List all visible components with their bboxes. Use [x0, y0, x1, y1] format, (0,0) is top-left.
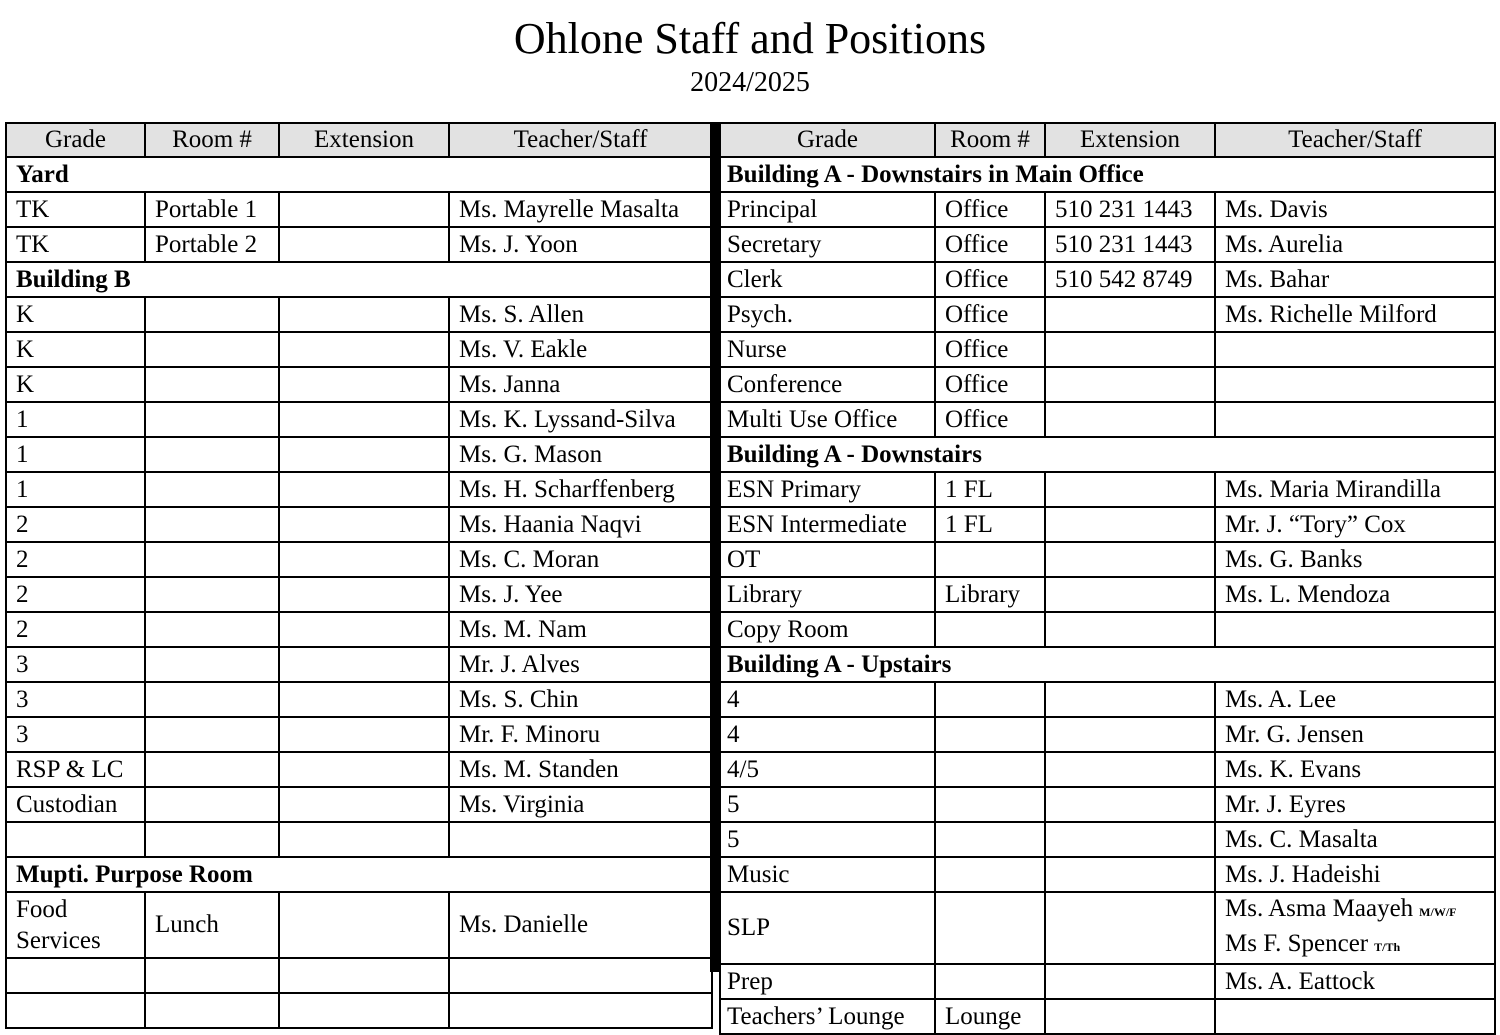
- table-row: [720, 717, 1495, 752]
- cell-grade: K: [6, 367, 145, 402]
- cell-staff: Mr. J. Eyres: [1215, 787, 1495, 822]
- cell-grade: 2: [6, 612, 145, 647]
- cell-extension: [1045, 507, 1215, 542]
- cell-grade: 3: [6, 682, 145, 717]
- cell-staff: [449, 822, 712, 857]
- table-row: [720, 472, 1495, 507]
- cell-grade: 5: [720, 822, 935, 857]
- table-row: [720, 999, 1495, 1034]
- cell-extension: 510 231 1443: [1045, 192, 1215, 227]
- cell-room: [935, 964, 1045, 999]
- slp-staff-days: M/W/F: [1419, 905, 1457, 919]
- slp-staff-line: [1225, 928, 1494, 963]
- cell-extension: [1045, 752, 1215, 787]
- cell-room: [145, 822, 279, 857]
- cell-room: [935, 822, 1045, 857]
- cell-room: [145, 612, 279, 647]
- table-row: [6, 367, 712, 402]
- cell-extension: 510 231 1443: [1045, 227, 1215, 262]
- table-row: [720, 682, 1495, 717]
- cell-staff: [1215, 612, 1495, 647]
- cell-extension: [1045, 297, 1215, 332]
- cell-extension: [279, 892, 449, 958]
- cell-room: Office: [935, 227, 1045, 262]
- cell-staff: Ms. J. Yee: [449, 577, 712, 612]
- table-row: [6, 542, 712, 577]
- table-row: [720, 402, 1495, 437]
- table-row: [6, 297, 712, 332]
- col-teacher-staff: Teacher/Staff: [1215, 123, 1495, 157]
- table-row: [720, 297, 1495, 332]
- table-row: [720, 577, 1495, 612]
- col-room: Room #: [145, 123, 279, 157]
- cell-room: Office: [935, 367, 1045, 402]
- table-row: [6, 752, 712, 787]
- cell-grade: Nurse: [720, 332, 935, 367]
- cell-grade: RSP & LC: [6, 752, 145, 787]
- cell-extension: [1045, 857, 1215, 892]
- cell-room: [935, 752, 1045, 787]
- table-row: [720, 612, 1495, 647]
- table-row: [720, 262, 1495, 297]
- cell-room: [935, 787, 1045, 822]
- section-row: [720, 157, 1495, 192]
- cell-room: [145, 367, 279, 402]
- cell-grade: 4: [720, 717, 935, 752]
- cell-grade: Music: [720, 857, 935, 892]
- cell-staff: [1215, 999, 1495, 1034]
- cell-extension: [1045, 472, 1215, 507]
- cell-room: [145, 507, 279, 542]
- cell-room: [145, 993, 279, 1028]
- cell-extension: [1045, 964, 1215, 999]
- cell-grade: 1: [6, 437, 145, 472]
- cell-staff: Ms. L. Mendoza: [1215, 577, 1495, 612]
- cell-extension: [279, 507, 449, 542]
- cell-extension: [279, 437, 449, 472]
- slp-staff-line: [1225, 893, 1494, 928]
- cell-staff: Ms. Bahar: [1215, 262, 1495, 297]
- cell-grade: [6, 958, 145, 993]
- cell-grade: K: [6, 332, 145, 367]
- table-row: [720, 367, 1495, 402]
- cell-staff: Ms. M. Nam: [449, 612, 712, 647]
- cell-room: Lounge: [935, 999, 1045, 1034]
- cell-room: [145, 958, 279, 993]
- cell-room: [145, 332, 279, 367]
- cell-extension: [279, 227, 449, 262]
- cell-staff: Mr. F. Minoru: [449, 717, 712, 752]
- cell-extension: [1045, 402, 1215, 437]
- cell-staff: Mr. J. “Tory” Cox: [1215, 507, 1495, 542]
- cell-room: [145, 542, 279, 577]
- cell-extension: [279, 542, 449, 577]
- cell-staff: [449, 958, 712, 993]
- table-row: [6, 787, 712, 822]
- cell-room: Office: [935, 332, 1045, 367]
- cell-extension: [279, 297, 449, 332]
- cell-room: Office: [935, 192, 1045, 227]
- cell-extension: [279, 367, 449, 402]
- cell-grade: [6, 822, 145, 857]
- cell-staff: Ms. K. Lyssand-Silva: [449, 402, 712, 437]
- cell-extension: [279, 192, 449, 227]
- cell-grade: 1: [6, 402, 145, 437]
- cell-room: [935, 612, 1045, 647]
- cell-extension: [1045, 577, 1215, 612]
- cell-staff: Ms. G. Mason: [449, 437, 712, 472]
- cell-staff: Ms. J. Hadeishi: [1215, 857, 1495, 892]
- cell-extension: [1045, 542, 1215, 577]
- cell-room: Lunch: [145, 892, 279, 958]
- cell-grade: Teachers’ Lounge: [720, 999, 935, 1034]
- col-grade: Grade: [6, 123, 145, 157]
- cell-grade: 4: [720, 682, 935, 717]
- cell-staff: Mr. J. Alves: [449, 647, 712, 682]
- cell-staff: Ms. C. Moran: [449, 542, 712, 577]
- table-row: [6, 402, 712, 437]
- table-row: [720, 507, 1495, 542]
- header-row: [720, 123, 1495, 157]
- col-grade: Grade: [720, 123, 935, 157]
- cell-grade: 3: [6, 647, 145, 682]
- table-row: [6, 892, 712, 958]
- table-row: [6, 958, 712, 993]
- cell-room: [935, 857, 1045, 892]
- table-row: [6, 227, 712, 262]
- table-row: [6, 822, 712, 857]
- table-row: [6, 682, 712, 717]
- table-row: [720, 227, 1495, 262]
- slp-staff-name: Ms. Asma Maayeh: [1225, 895, 1414, 922]
- cell-grade: Clerk: [720, 262, 935, 297]
- cell-room: [145, 577, 279, 612]
- cell-staff: Ms. H. Scharffenberg: [449, 472, 712, 507]
- table-row: [720, 964, 1495, 999]
- col-teacher-staff: Teacher/Staff: [449, 123, 712, 157]
- cell-staff: Ms. K. Evans: [1215, 752, 1495, 787]
- cell-extension: [1045, 682, 1215, 717]
- cell-extension: [1045, 717, 1215, 752]
- cell-staff: Ms. Maria Mirandilla: [1215, 472, 1495, 507]
- table-row: [720, 822, 1495, 857]
- cell-room: Office: [935, 297, 1045, 332]
- section-building-a-downstairs: Building A - Downstairs: [720, 437, 1495, 472]
- cell-grade: Prep: [720, 964, 935, 999]
- cell-extension: [279, 612, 449, 647]
- section-yard: Yard: [6, 157, 712, 192]
- left-staff-table: [5, 122, 713, 1029]
- cell-extension: 510 542 8749: [1045, 262, 1215, 297]
- cell-staff: Ms. C. Masalta: [1215, 822, 1495, 857]
- table-row: [6, 192, 712, 227]
- page-title: Ohlone Staff and Positions: [513, 14, 987, 63]
- cell-grade: ESN Intermediate: [720, 507, 935, 542]
- cell-room: [935, 682, 1045, 717]
- cell-extension: [1045, 612, 1215, 647]
- cell-extension: [1045, 822, 1215, 857]
- table-row: [6, 647, 712, 682]
- table-row: [720, 752, 1495, 787]
- cell-grade: 4/5: [720, 752, 935, 787]
- cell-staff: Ms. M. Standen: [449, 752, 712, 787]
- cell-staff: Ms. Aurelia: [1215, 227, 1495, 262]
- cell-grade: Principal: [720, 192, 935, 227]
- right-staff-table: [719, 122, 1496, 1035]
- cell-grade: Multi Use Office: [720, 402, 935, 437]
- cell-grade: Library: [720, 577, 935, 612]
- cell-grade: 2: [6, 507, 145, 542]
- cell-extension: [279, 682, 449, 717]
- cell-room: [145, 647, 279, 682]
- table-row: [720, 542, 1495, 577]
- cell-staff: Ms. A. Eattock: [1215, 964, 1495, 999]
- cell-extension: [279, 958, 449, 993]
- cell-extension: [279, 577, 449, 612]
- cell-staff: [1215, 402, 1495, 437]
- table-row: [720, 787, 1495, 822]
- cell-room: [935, 892, 1045, 964]
- cell-grade: Custodian: [6, 787, 145, 822]
- cell-room: Portable 1: [145, 192, 279, 227]
- cell-grade: ESN Primary: [720, 472, 935, 507]
- cell-room: [145, 297, 279, 332]
- section-row: [6, 262, 712, 297]
- section-multi-purpose-room: Mupti. Purpose Room: [6, 857, 712, 892]
- cell-staff: Ms. Haania Naqvi: [449, 507, 712, 542]
- cell-extension: [279, 402, 449, 437]
- cell-staff: [1215, 367, 1495, 402]
- table-row: [6, 612, 712, 647]
- cell-grade: Secretary: [720, 227, 935, 262]
- cell-room: [145, 787, 279, 822]
- cell-staff: Mr. G. Jensen: [1215, 717, 1495, 752]
- cell-staff: Ms. Danielle: [449, 892, 712, 958]
- cell-extension: [279, 752, 449, 787]
- cell-staff: Ms. V. Eakle: [449, 332, 712, 367]
- cell-staff-slp: [1215, 892, 1495, 964]
- cell-staff: Ms. Richelle Milford: [1215, 297, 1495, 332]
- section-building-a-main-office: Building A - Downstairs in Main Office: [720, 157, 1495, 192]
- slp-staff-days: T/Th: [1374, 940, 1401, 954]
- table-row: [720, 332, 1495, 367]
- cell-grade: 1: [6, 472, 145, 507]
- cell-grade: Conference: [720, 367, 935, 402]
- cell-staff: [1215, 332, 1495, 367]
- cell-grade: [6, 993, 145, 1028]
- cell-room: Office: [935, 402, 1045, 437]
- cell-room: [145, 402, 279, 437]
- cell-extension: [279, 647, 449, 682]
- cell-grade: 2: [6, 542, 145, 577]
- table-row: [6, 332, 712, 367]
- cell-room: [935, 542, 1045, 577]
- section-row: [720, 437, 1495, 472]
- cell-staff: Ms. A. Lee: [1215, 682, 1495, 717]
- section-row: [6, 157, 712, 192]
- cell-grade: TK: [6, 192, 145, 227]
- cell-extension: [1045, 999, 1215, 1034]
- cell-room: [145, 472, 279, 507]
- table-row: [6, 717, 712, 752]
- cell-extension: [1045, 367, 1215, 402]
- cell-staff: [449, 993, 712, 1028]
- section-row: [720, 647, 1495, 682]
- table-row: [6, 507, 712, 542]
- cell-room: 1 FL: [935, 507, 1045, 542]
- cell-grade: OT: [720, 542, 935, 577]
- cell-extension: [1045, 892, 1215, 964]
- cell-grade: SLP: [720, 892, 935, 964]
- cell-room: Office: [935, 262, 1045, 297]
- cell-grade: 5: [720, 787, 935, 822]
- cell-staff: Ms. J. Yoon: [449, 227, 712, 262]
- cell-staff: Ms. S. Chin: [449, 682, 712, 717]
- cell-grade: Psych.: [720, 297, 935, 332]
- cell-staff: Ms. Davis: [1215, 192, 1495, 227]
- table-row: [720, 857, 1495, 892]
- cell-grade: Copy Room: [720, 612, 935, 647]
- cell-room: 1 FL: [935, 472, 1045, 507]
- cell-grade: Food Services: [6, 892, 145, 958]
- cell-room: [145, 682, 279, 717]
- header-row: [6, 123, 712, 157]
- cell-staff: Ms. Janna: [449, 367, 712, 402]
- cell-extension: [279, 472, 449, 507]
- col-extension: Extension: [279, 123, 449, 157]
- cell-room: [145, 437, 279, 472]
- table-row: [6, 993, 712, 1028]
- table-row: [6, 577, 712, 612]
- table-row: [6, 437, 712, 472]
- cell-extension: [279, 332, 449, 367]
- cell-grade: 3: [6, 717, 145, 752]
- cell-extension: [1045, 332, 1215, 367]
- cell-extension: [279, 787, 449, 822]
- cell-extension: [279, 822, 449, 857]
- cell-room: [145, 752, 279, 787]
- cell-extension: [279, 717, 449, 752]
- cell-staff: Ms. G. Banks: [1215, 542, 1495, 577]
- cell-staff: Ms. Virginia: [449, 787, 712, 822]
- table-row: [720, 892, 1495, 964]
- cell-extension: [1045, 787, 1215, 822]
- page-subtitle: 2024/2025: [690, 67, 810, 98]
- section-building-a-upstairs: Building A - Upstairs: [720, 647, 1495, 682]
- cell-staff: Ms. Mayrelle Masalta: [449, 192, 712, 227]
- cell-staff: Ms. S. Allen: [449, 297, 712, 332]
- table-row: [6, 472, 712, 507]
- table-row: [720, 192, 1495, 227]
- cell-extension: [279, 993, 449, 1028]
- cell-grade: K: [6, 297, 145, 332]
- cell-room: [145, 717, 279, 752]
- cell-room: Portable 2: [145, 227, 279, 262]
- cell-grade: 2: [6, 577, 145, 612]
- col-extension: Extension: [1045, 123, 1215, 157]
- section-row: [6, 857, 712, 892]
- slp-staff-name: Ms F. Spencer: [1225, 930, 1369, 957]
- cell-grade: TK: [6, 227, 145, 262]
- col-room: Room #: [935, 123, 1045, 157]
- cell-room: [935, 717, 1045, 752]
- section-building-b: Building B: [6, 262, 712, 297]
- cell-room: Library: [935, 577, 1045, 612]
